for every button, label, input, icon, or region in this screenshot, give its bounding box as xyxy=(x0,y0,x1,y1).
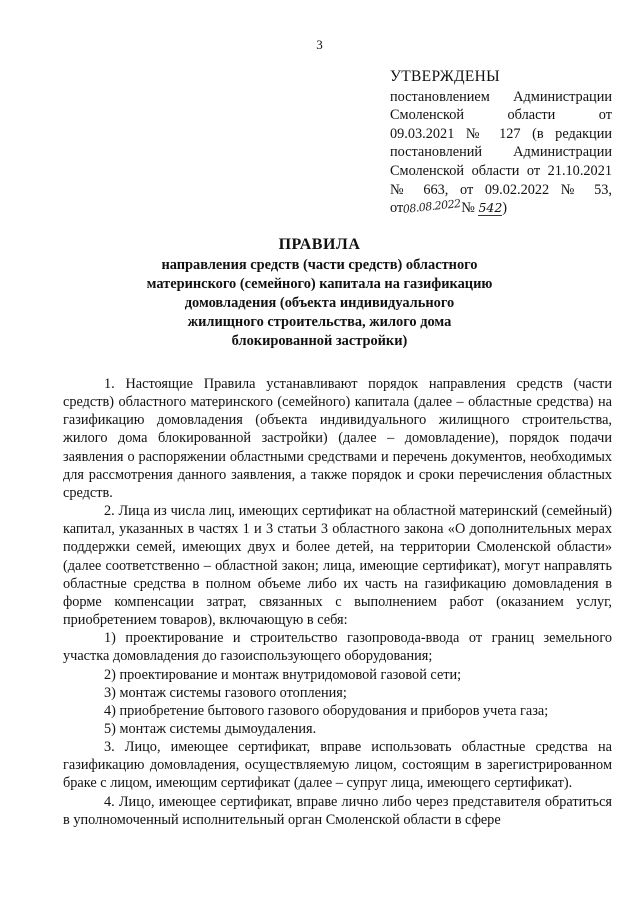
list-item: 5) монтаж системы дымоудаления. xyxy=(104,720,317,737)
title-heading: ПРАВИЛА xyxy=(278,236,361,253)
paragraph-2: 2. Лица из числа лиц, имеющих сертификат на областной материнский (семейный) капитал, указанных в частях 1 и 3 статьи 3 областного закона «О дополнительных мерах поддержки семей, имеющих двух и более детей, на территории Смоленской области» (далее соответственно – областной закон; лица, имеющие сертификат), могут направлять областные средства в полном объеме либо их часть на газификацию домовладения в форме компенсации затрат, связанных с выполнением работ (оказанием услуг, приобретением товаров), включающую в себя: xyxy=(63,503,612,629)
title-line: домовладения (объекта индивидуального xyxy=(184,295,455,312)
approval-stamp xyxy=(390,68,612,219)
list-item: 1) проектирование и строительство газопровода-ввода от границ земельного участка домовладения до газоиспользующего оборудования; xyxy=(63,630,612,665)
approval-line: 09.03.2021 № 127 (в редакции xyxy=(390,125,612,142)
paragraph-1: 1. Настоящие Правила устанавливают порядок направления средств (части средств) областного материнского (семейного) капитала (далее – областные средства) на газификацию домовладения (объекта индивидуального жилищного строительства, жилого дома блокированной застройки) (далее – домовладение), порядок подачи заявления о распоряжении областными средствами и перечень документов, необходимых для рассмотрения данного заявления, а также порядок и сроки перечисления областных средств. xyxy=(63,376,612,501)
handwritten-number: 542 xyxy=(478,200,503,216)
approval-last-line xyxy=(390,199,612,219)
document-title xyxy=(0,235,639,352)
number-sign: № xyxy=(461,200,475,217)
approval-from-prefix: от xyxy=(390,200,404,217)
page-number: 3 xyxy=(316,37,323,52)
paragraph-3: 3. Лицо, имеющее сертификат, вправе использовать областные средства на газификацию домовладения, осуществляемую лицом, состоящим в зарегистрированном браке с лицом, имеющим сертификат (далее – супруг лица, имеющего сертификат). xyxy=(63,739,612,792)
approval-line: № 663, от 09.02.2022 № 53, xyxy=(390,181,612,198)
handwritten-date: 08.08.2022 xyxy=(402,197,462,217)
list-item: 3) монтаж системы газового отопления; xyxy=(104,684,347,701)
approval-line: Смоленской области от 21.10.2021 xyxy=(390,162,612,179)
title-line: блокированной застройки) xyxy=(231,333,408,350)
approval-line: Смоленской области от xyxy=(390,107,612,124)
list-item: 4) приобретение бытового газового оборудования и приборов учета газа; xyxy=(104,702,549,719)
title-line: материнского (семейного) капитала на газификацию xyxy=(146,276,493,293)
approval-line: постановлений Администрации xyxy=(390,144,612,161)
title-line: жилищного строительства, жилого дома xyxy=(187,314,452,331)
approval-header: УТВЕРЖДЕНЫ xyxy=(390,68,500,85)
approval-line: постановлением Администрации xyxy=(390,88,612,105)
document-body xyxy=(63,375,612,829)
list-item: 2) проектирование и монтаж внутридомовой газовой сети; xyxy=(104,666,462,683)
paragraph-4: 4. Лицо, имеющее сертификат, вправе лично либо через представителя обратиться в уполномоченный исполнительный орган Смоленской области в сфере xyxy=(63,793,612,828)
closing-paren: ) xyxy=(502,200,508,217)
title-line: направления средств (части средств) областного xyxy=(161,257,478,274)
